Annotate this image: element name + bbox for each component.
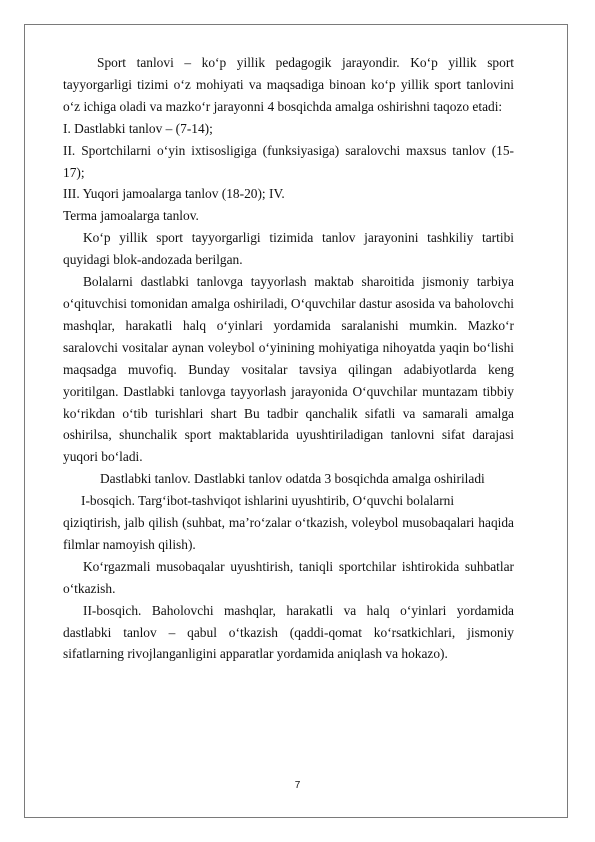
stage-list-item-1: I. Dastlabki tanlov – (7-14); (63, 120, 213, 136)
paragraph-stage-1: I-bosqich. Targ‘ibot-tashviqot ishlarini uyushtirib, O‘quvchi bolalarni (81, 493, 455, 509)
stage-list-item-2: II. Sportchilarni o‘yin ixtisosligiga (funksiyasiga) saralovchi maxsus tanlov (15-17); (63, 142, 514, 180)
paragraph-intro: Sport tanlovi – ko‘p yillik pedagogik jarayondir. Ko‘p yillik sport tayyorgarligi tizimi o‘z mohiyati va maqsadiga binoan ko‘p yillik sport tanlovini o‘z ichiga oladi va mazko‘r jarayonni 4 bosqichda amalga oshirishni taqozo etadi: (63, 55, 514, 114)
paragraph-initial-selection: Dastlabki tanlov. Dastlabki tanlov odatda 3 bosqichda amalga oshiriladi (100, 471, 485, 487)
paragraph-stage-1-continued: qiziqtirish, jalb qilish (suhbat, ma’ro‘zalar o‘tkazish, voleybol musobaqalari haqida filmlar namoyish qilish). (63, 515, 514, 552)
paragraph-stage-2: II-bosqich. Baholovchi mashqlar, harakatli va halq o‘yinlari yordamida dastlabki tanlov – qabul o‘tkazish (qaddi-qomat ko‘rsatkichlari, jismoniy sifatlarning rivojlanganligini apparatlar yordamida aniqlash va hokazo). (63, 602, 514, 662)
paragraph-organization: Ko‘p yillik sport tayyorgarligi tizimida tanlov jarayonini tashkiliy tartibi quyidagi blok-andozada berilgan. (63, 230, 514, 268)
paragraph-demonstrations: Ko‘rgazmali musobaqalar uyushtirish, taniqli sportchilar ishtirokida suhbatlar o‘tkazish. (63, 558, 514, 596)
paragraph-preparation: Bolalarni dastlabki tanlovga tayyorlash maktab sharoitida jismoniy tarbiya o‘qituvchisi tomonidan amalga oshiriladi, O‘quvchilar dastur asosida va baholovchi mashqlar, harakatli halq o‘yinlari yordamida saralanishi mumkin. Mazko‘r saralovchi vositalar aynan voleybol o‘yinining mohiyatiga nihoyatda yaqin bo‘lishi maqsadga muvofiq. Bunday vositalar tavsiya qilingan adabiyotlarda keng yoritilgan. Dastlabki tanlovga tayyorlash jarayonida O‘quvchilar muntazam tibbiy ko‘rikdan o‘tib turishlari shart Bu tadbir qanchalik sifatli va samarali amalga oshirilsa, shunchalik sport maktablarida uyushtiriladigan tanlovni sifat darajasi yuqori bo‘ladi. (63, 274, 514, 465)
stage-list-item-3: III. Yuqori jamoalarga tanlov (18-20); IV. (63, 186, 285, 202)
stage-list-item-4: Terma jamoalarga tanlov. (63, 208, 199, 224)
document-body (63, 52, 514, 665)
page-number: 7 (294, 780, 301, 791)
